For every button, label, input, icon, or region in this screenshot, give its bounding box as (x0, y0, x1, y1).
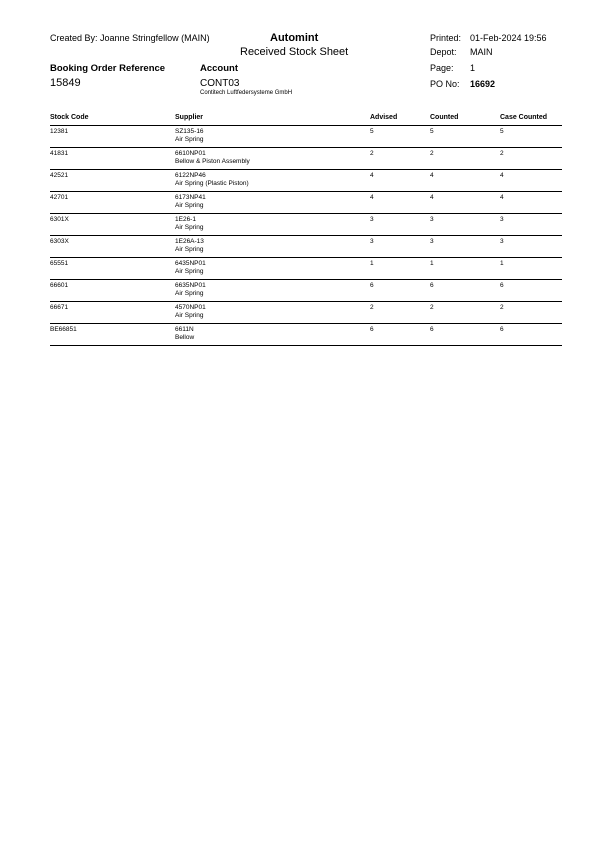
counted-qty: 4 (430, 194, 434, 201)
po-value: 16692 (470, 79, 496, 89)
supplier-cell (175, 216, 204, 232)
advised-qty: 2 (370, 150, 374, 157)
stock-code: 66671 (50, 304, 69, 311)
case-counted-qty: 2 (500, 150, 504, 157)
advised-qty: 4 (370, 194, 374, 201)
stock-code: 42701 (50, 194, 69, 201)
case-counted-qty: 4 (500, 194, 504, 201)
stock-code: 12381 (50, 128, 69, 135)
advised-qty: 4 (370, 172, 374, 179)
advised-qty: 3 (370, 238, 374, 245)
col-supplier: Supplier (175, 114, 204, 121)
stock-code: 66601 (50, 282, 69, 289)
col-advised: Advised (370, 114, 398, 121)
counted-qty: 2 (430, 304, 434, 311)
supplier-code: SZ135-16 (175, 128, 204, 135)
table-row (50, 280, 562, 302)
supplier-code: 6635NP01 (175, 282, 206, 289)
supplier-cell (175, 260, 206, 276)
stock-code: 42521 (50, 172, 69, 179)
advised-qty: 5 (370, 128, 374, 135)
advised-qty: 3 (370, 216, 374, 223)
counted-qty: 6 (430, 282, 434, 289)
supplier-code: 4570NP01 (175, 304, 206, 311)
table-row (50, 236, 562, 258)
supplier-cell (175, 304, 206, 320)
stock-code: BE66851 (50, 326, 77, 333)
supplier-code: 6610NP01 (175, 150, 206, 157)
case-counted-qty: 3 (500, 216, 504, 223)
supplier-cell (175, 150, 250, 166)
supplier-cell (175, 128, 204, 144)
stock-code: 65551 (50, 260, 69, 267)
supplier-desc: Air Spring (Plastic Piston) (175, 180, 249, 187)
booking-ref-label: Booking Order Reference (50, 63, 166, 74)
counted-qty: 5 (430, 128, 434, 135)
col-counted: Counted (430, 114, 459, 121)
supplier-code: 1E26-1 (175, 216, 196, 223)
supplier-cell (175, 172, 249, 188)
supplier-desc: Air Spring (175, 224, 204, 231)
booking-ref-value: 15849 (50, 77, 81, 89)
table-row (50, 148, 562, 170)
supplier-desc: Bellow & Piston Assembly (175, 158, 250, 165)
table-header (50, 114, 562, 126)
counted-qty: 3 (430, 216, 434, 223)
advised-qty: 1 (370, 260, 374, 267)
po-label: PO No: (430, 79, 460, 89)
page-value: 1 (470, 63, 476, 73)
case-counted-qty: 1 (500, 260, 504, 267)
table-row (50, 324, 562, 346)
table-row (50, 302, 562, 324)
advised-qty: 6 (370, 326, 374, 333)
supplier-code: 1E26A-13 (175, 238, 204, 245)
supplier-cell (175, 282, 206, 298)
counted-qty: 6 (430, 326, 434, 333)
table-row (50, 258, 562, 280)
table-row (50, 214, 562, 236)
stock-code: 6301X (50, 216, 69, 223)
supplier-desc: Bellow (175, 334, 195, 341)
supplier-code: 6435NP01 (175, 260, 206, 267)
account-label: Account (200, 63, 238, 74)
printed-value: 01-Feb-2024 19:56 (470, 33, 547, 43)
stock-table (50, 114, 562, 346)
account-name: Contitech Luftfedersysteme GmbH (200, 90, 293, 96)
case-counted-qty: 3 (500, 238, 504, 245)
depot-label: Depot: (430, 47, 457, 57)
supplier-code: 6611N (175, 326, 194, 333)
advised-qty: 6 (370, 282, 374, 289)
table-body (50, 126, 562, 346)
advised-qty: 2 (370, 304, 374, 311)
page-label: Page: (430, 63, 454, 73)
counted-qty: 4 (430, 172, 434, 179)
created-by-label: Created By: (50, 33, 98, 43)
account-code: CONT03 (200, 78, 240, 89)
company-name: Automint (270, 32, 319, 44)
case-counted-qty: 2 (500, 304, 504, 311)
table-row (50, 192, 562, 214)
col-case-counted: Case Counted (500, 114, 548, 121)
case-counted-qty: 6 (500, 282, 504, 289)
table-row (50, 126, 562, 148)
supplier-desc: Air Spring (175, 290, 204, 297)
supplier-desc: Air Spring (175, 246, 204, 253)
created-by (50, 33, 210, 43)
printed-label: Printed: (430, 33, 462, 43)
supplier-desc: Air Spring (175, 312, 204, 319)
case-counted-qty: 4 (500, 172, 504, 179)
stock-code: 41831 (50, 150, 69, 157)
supplier-desc: Air Spring (175, 136, 204, 143)
supplier-cell (175, 194, 206, 210)
counted-qty: 2 (430, 150, 434, 157)
counted-qty: 3 (430, 238, 434, 245)
depot-value: MAIN (470, 47, 493, 57)
supplier-desc: Air Spring (175, 202, 204, 209)
case-counted-qty: 6 (500, 326, 504, 333)
supplier-desc: Air Spring (175, 268, 204, 275)
supplier-code: 6173NP41 (175, 194, 206, 201)
counted-qty: 1 (430, 260, 434, 267)
created-by-value: Joanne Stringfellow (MAIN) (100, 33, 210, 43)
sheet-title: Received Stock Sheet (240, 46, 349, 58)
supplier-cell (175, 326, 194, 342)
table-row (50, 170, 562, 192)
supplier-cell (175, 238, 204, 254)
case-counted-qty: 5 (500, 128, 504, 135)
stock-code: 6303X (50, 238, 69, 245)
col-stock-code: Stock Code (50, 114, 89, 121)
supplier-code: 6122NP46 (175, 172, 206, 179)
